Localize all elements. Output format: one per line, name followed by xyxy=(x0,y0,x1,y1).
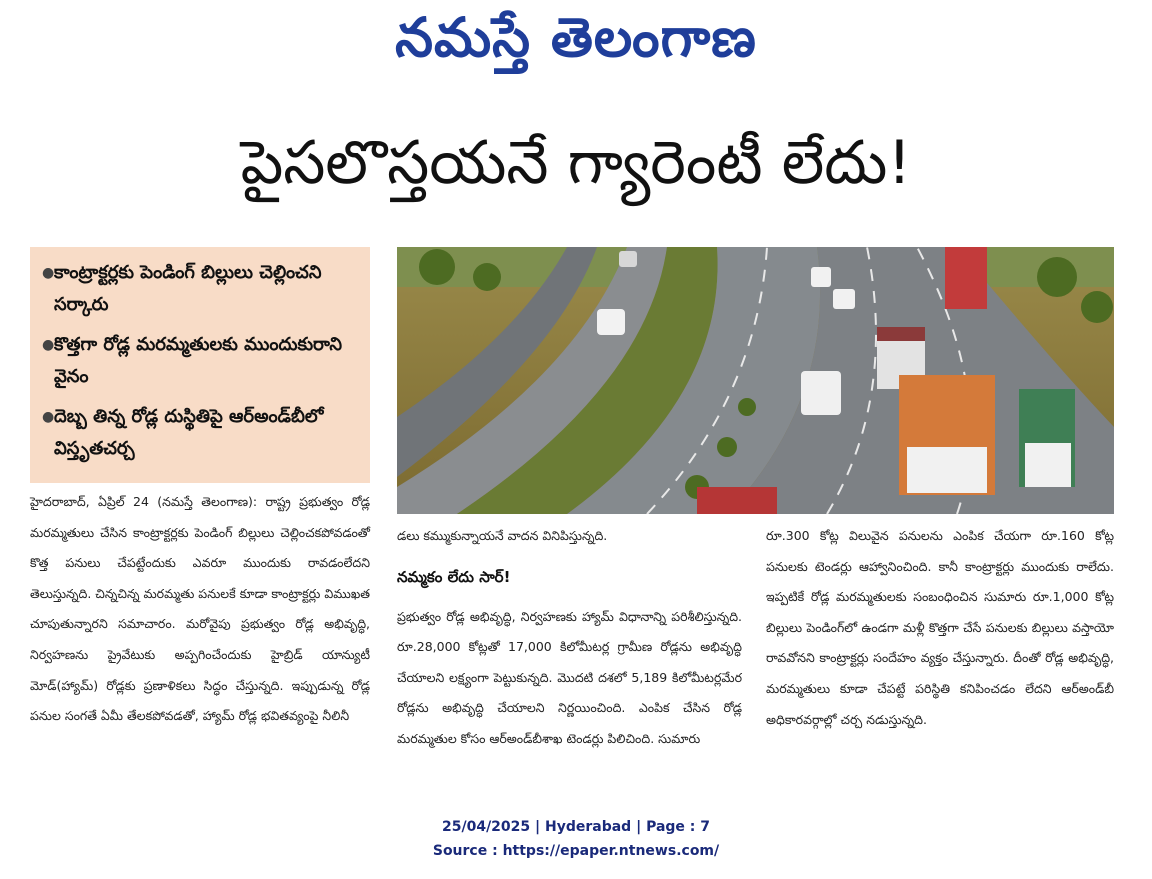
headline: పైసలొస్తయనే గ్యారెంటీ లేదు! xyxy=(240,128,912,198)
highlight-item xyxy=(42,329,360,393)
article-column-2 xyxy=(397,521,742,755)
highlight-item xyxy=(42,257,360,321)
page-footer xyxy=(0,815,1152,863)
highlight-text: దెబ్బ తిన్న రోడ్ల దుస్థితిపై ఆర్అండ్‌బీలో విస్తృతచర్చ xyxy=(54,406,324,459)
article-text: హైదరాబాద్, ఏప్రిల్ 24 (నమస్తే తెలంగాణ): రాష్ట్ర ప్రభుత్వం రోడ్ల మరమ్మతులు చేసిన కాంట్రాక్టర్లకు పెండింగ్ బిల్లులు చెల్లించకపోవడంతో కొత్త పనులు చేపట్టేందుకు ఎవరూ ముందుకు రావడంలేదని తెలుస్తున్నది. చిన్నచిన్న మరమ్మతు పనులకే కూడా కాంట్రాక్టర్లు విముఖత చూపుతున్నారని సమాచారం. మరోవైపు ప్రభుత్వం రోడ్ల అభివృద్ధి, నిర్వహణను ప్రైవేటుకు అప్పగించేందుకు హైబ్రిడ్ యాన్యుటీ మోడ్(హ్యామ్) రోడ్లకు ప్రణాళికలు సిద్ధం చేస్తున్నది. ఇప్పుడున్న రోడ్ల పనుల సంగతే ఏమీ తేలకపోవడతో, హ్యామ్ రోడ్ల భవితవ్యంపై నీలినీ xyxy=(30,494,370,724)
highlight-item xyxy=(42,401,360,465)
article-column-3 xyxy=(766,521,1114,735)
footer-source-line: Source : https://epaper.ntnews.com/ xyxy=(432,843,720,859)
article-text: ప్రభుత్వం రోడ్ల అభివృద్ధి, నిర్వహణకు హ్యామ్ విధానాన్ని పరిశీలిస్తున్నది. రూ.28,000 కోట్లతో 17,000 కిలోమీటర్ల గ్రామీణ రోడ్లను అభివృద్ధి చేయాలని లక్ష్యంగా పెట్టుకున్నది. మొదటి దశలో 5,189 కిలోమీటర్లమేర రోడ్లను అభివృద్ధి చేయాలని నిర్ణయించింది. ఎంపిక చేసిన రోడ్ల మరమ్మతుల కోసం ఆర్అండ్‌బీశాఖ టెండర్లు పిలిచింది. సుమారు xyxy=(397,608,742,746)
bullet-icon: ● xyxy=(42,265,55,281)
bullet-icon: ● xyxy=(42,409,55,425)
highlights-box xyxy=(30,247,370,483)
highlight-text: కొత్తగా రోడ్ల మరమ్మతులకు ముందుకురాని వైనం xyxy=(54,334,343,387)
highway-photo xyxy=(397,247,1114,514)
footer-date-line: 25/04/2025 | Hyderabad | Page : 7 xyxy=(441,819,711,835)
highlight-text: కాంట్రాక్టర్లకు పెండింగ్ బిల్లులు చెల్లించని సర్కారు xyxy=(54,262,322,315)
article-subheading: నమ్మకం లేదు సార్! xyxy=(397,567,511,586)
masthead-logo: నమస్తే తెలంగాణ xyxy=(395,6,757,69)
bullet-icon: ● xyxy=(42,337,55,353)
article-text: డలు కమ్ముకున్నాయనే వాదన వినిపిస్తున్నది. xyxy=(397,528,608,543)
article-column-1 xyxy=(30,487,370,732)
article-text: రూ.300 కోట్ల విలువైన పనులను ఎంపిక చేయగా రూ.160 కోట్ల పనులకు టెండర్లు ఆహ్వానించింది. కానీ కాంట్రాక్టర్లు ముందుకు రాలేదు. ఇప్పటికే రోడ్ల మరమ్మతులకు సంబంధించిన సుమారు రూ.1,000 కోట్ల బిల్లులు పెండింగ్‌లో ఉండగా మళ్లీ కొత్తగా చేసే పనులకు బిల్లులు వస్తాయో రావవోనని కాంట్రాక్టర్లు సందేహం వ్యక్తం చేస్తున్నారు. దీంతో రోడ్ల అభివృద్ధి, మరమ్మతులు కూడా చేపట్టే పరిస్థితి కనిపించడం లేదని ఆర్అండ్‌బీ అధికారవర్గాల్లో చర్చ నడుస్తున్నది. xyxy=(766,528,1114,727)
